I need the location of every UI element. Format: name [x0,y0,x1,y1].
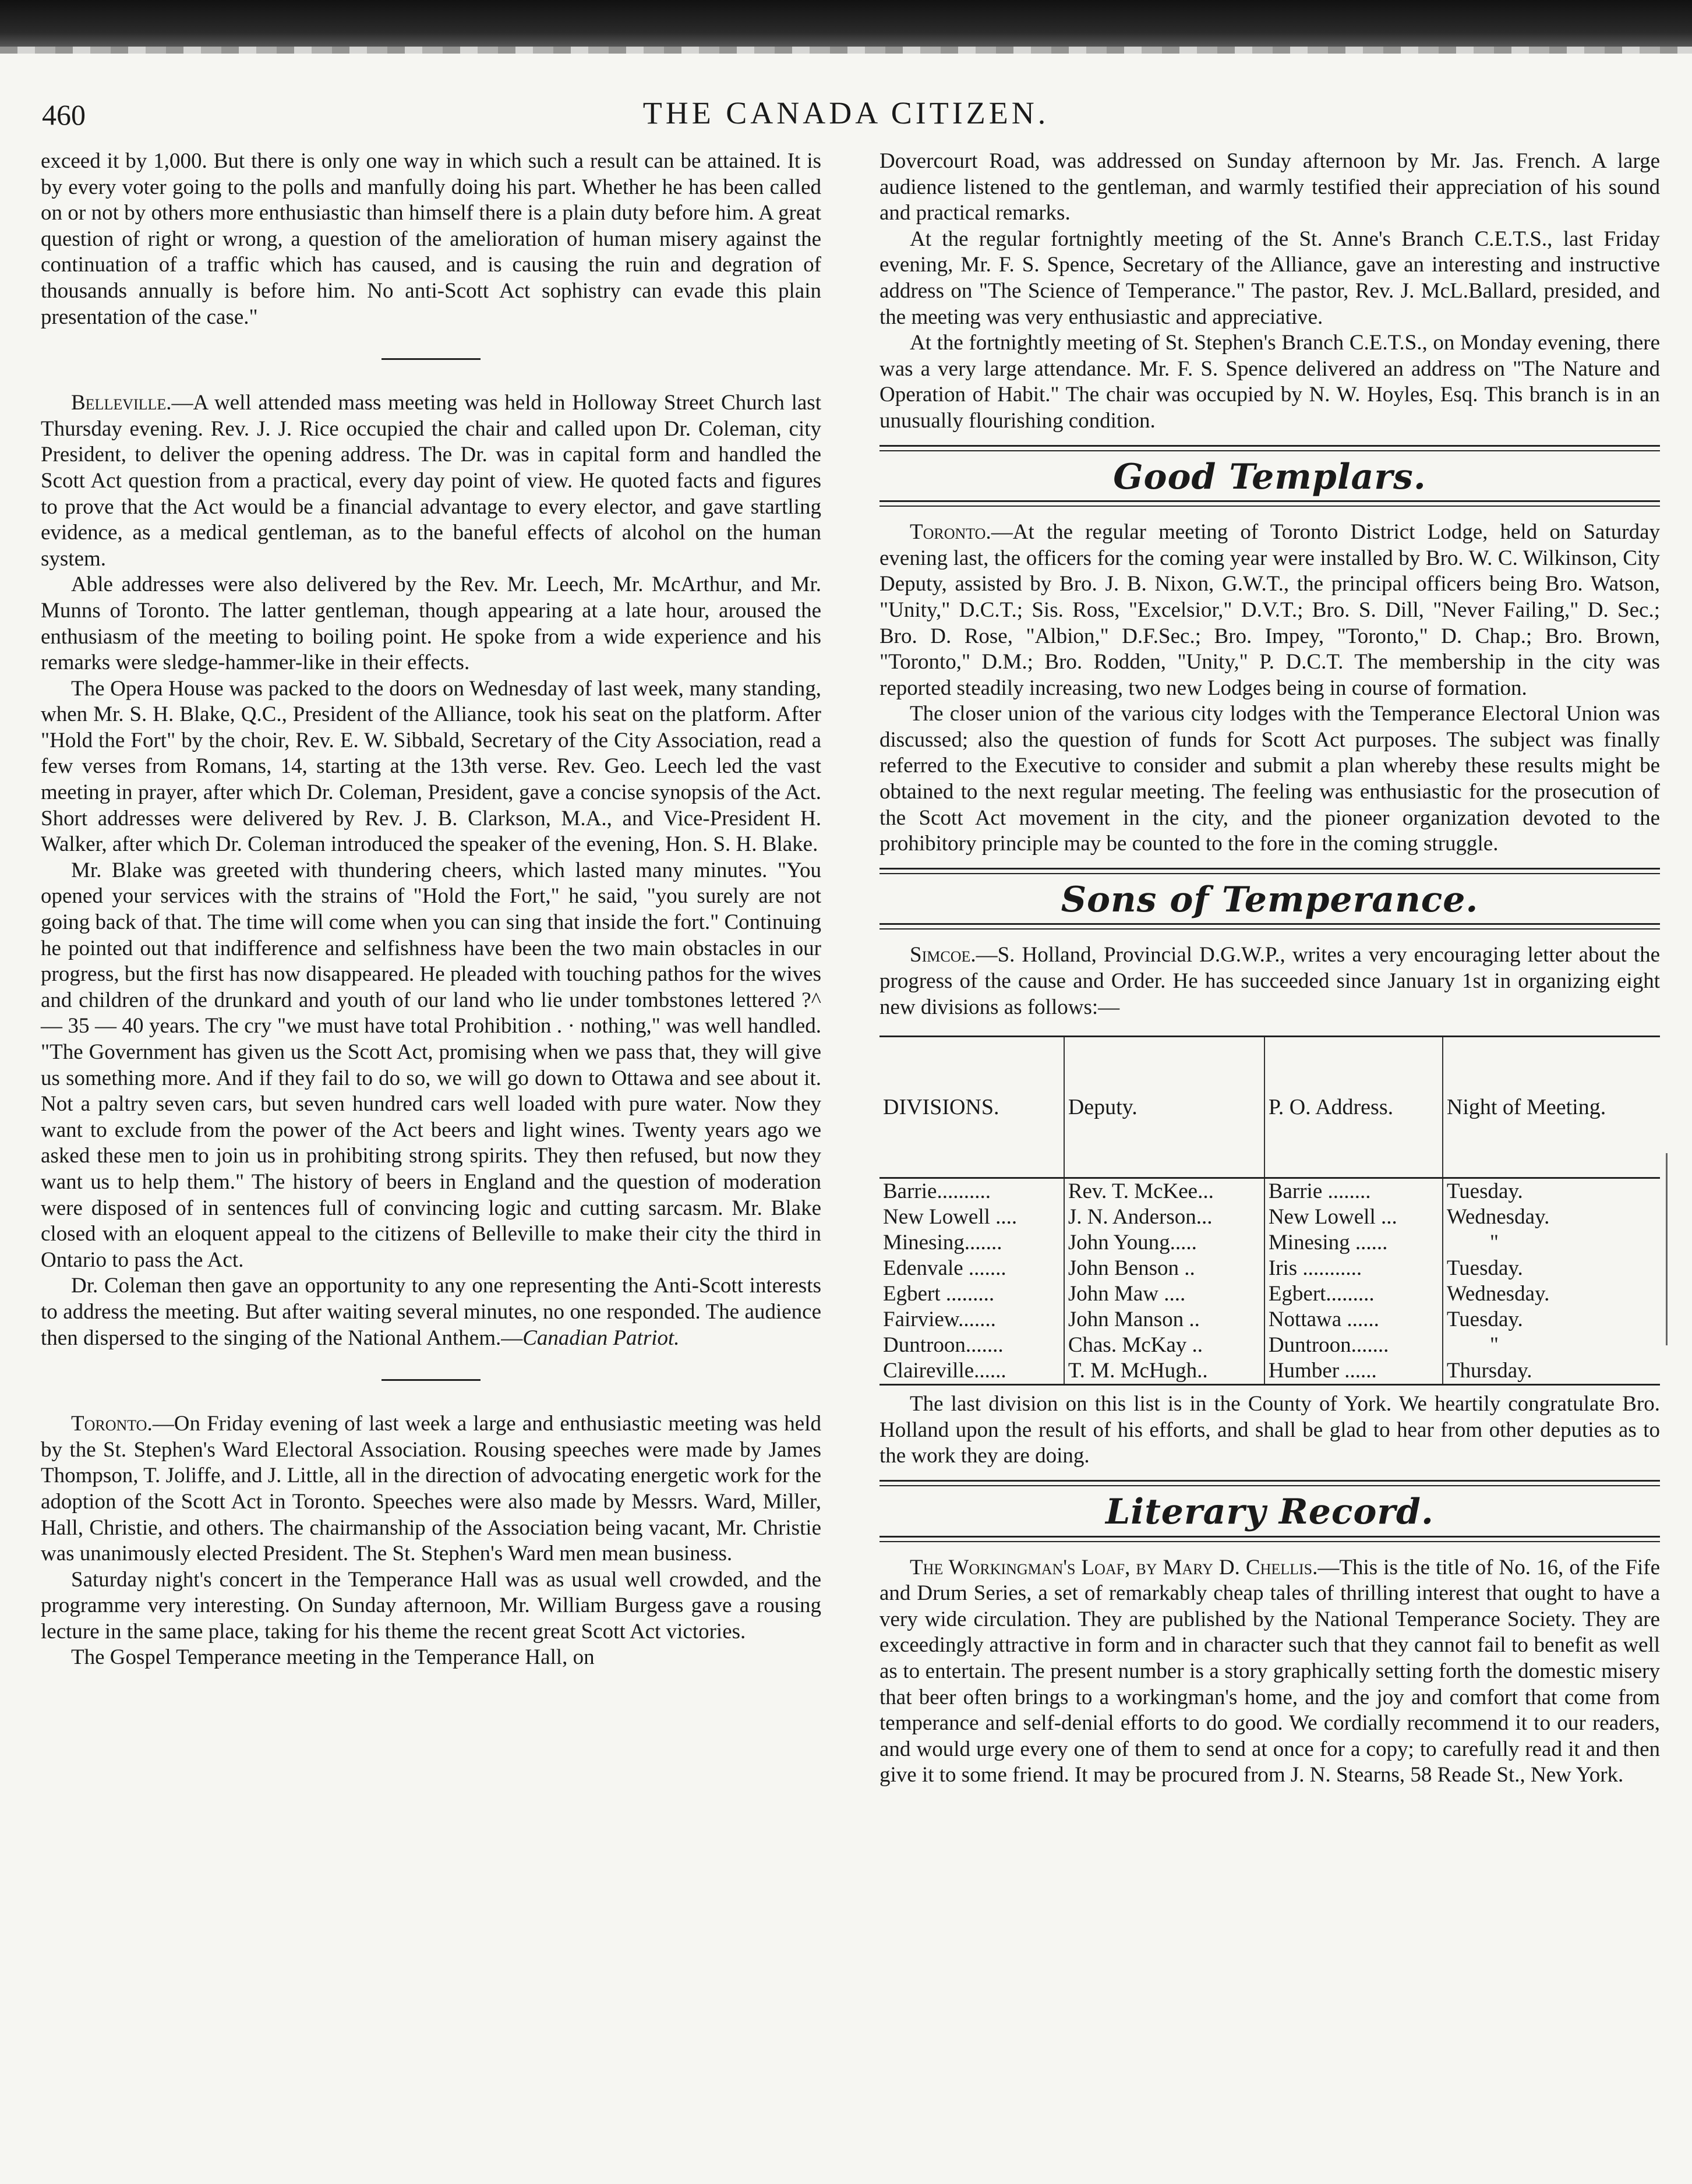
table-row [879,1230,1660,1256]
table-cell: Wednesday. [1443,1281,1660,1307]
paragraph [41,1273,821,1351]
table-cell: New Lowell .... [883,1205,1018,1229]
paragraph [41,390,821,572]
paragraph-text: Dr. Coleman then gave an opportunity to any one representing the Anti-Scott interests to address the meeting. But after waiting several minutes, no one responded. The audience then dispersed to the singing of the National Anthem.— [41,1274,821,1350]
table-row [879,1307,1660,1333]
table-cell: John Manson .. [1064,1307,1264,1333]
table-cell: John Young..... [1064,1230,1264,1256]
table-cell: Humber ...... [1264,1358,1443,1385]
paragraph: The closer union of the various city lodges with the Temperance Electoral Union was discussed; also the question of funds for Scott Act purposes. The subject was finally referred to the Executive to consider and submit a plan whereby these results might be obtained to the next regular meeting. The feeling was enthusiastic for the prosecution of the Scott Act movement in the city, and the pioneer organization devoted to the prohibitory principle may be counted to the fore in the coming struggle. [879,702,1660,856]
table-cell: T. M. McHugh.. [1064,1358,1264,1385]
section-divider [382,1379,481,1381]
table-cell: Chas. McKay .. [1064,1333,1264,1358]
paragraph [879,520,1660,701]
section-rule [879,1480,1660,1486]
paragraph-text: —A well attended mass meeting was held in Holloway Street Church last Thursday evening. Rev. J. J. Rice occupied the chair and called upon Dr. Coleman, city President, to deliver the opening address. The Dr. was in capital form and handled the Scott Act question from a practical, every day point of view. He quoted facts and figures to prove that the Act would be a financial advantage to every elector, and gave startling evidence, as a medical gentleman, as to the baneful effects of alcohol on the human system. [41,391,821,571]
table-cell: John Benson .. [1064,1256,1264,1281]
table-cell: Duntroon....... [883,1333,1004,1358]
right-column [879,149,1660,1789]
place-name: Belleville. [71,391,172,415]
table-cell: Edenvale ....... [883,1256,1006,1281]
section-heading-literary-record: Literary Record. [1105,1492,1434,1532]
scan-top-border [0,0,1692,47]
table-row [879,1333,1660,1358]
paragraph-text: —S. Holland, Provincial D.G.W.P., writes a very encouraging letter about the progress of the cause and Order. He has succeeded since January 1st in organizing eight new divisions as follows:— [879,943,1660,1019]
table-cell: Iris ........... [1264,1256,1443,1281]
table-cell: Duntroon....... [1264,1333,1443,1358]
paragraph: The last division on this list is in the County of York. We heartily congratulate Bro. Holland upon the result of his efforts, and shall be glad to hear from other deputies as to the work they are doing. [879,1392,1660,1468]
table-cell: New Lowell ... [1264,1204,1443,1230]
page-number: 460 [42,98,86,131]
source-credit: Canadian Patriot. [522,1326,680,1350]
table-cell: Barrie.......... [883,1179,991,1204]
paragraph: The Opera House was packed to the doors on Wednesday of last week, many standing, when Mr. S. H. Blake, Q.C., President of the Alliance, took his seat on the platform. After "Hold the Fort" by the choir, Rev. E. W. Sibbald, Secretary of the City Association, read a few verses from Romans, 14, starting at the 13th verse. Rev. Geo. Leech led the vast meeting in prayer, after which Dr. Coleman, President, gave a concise synopsis of the Act. Short addresses were delivered by Rev. J. B. Clarkson, M.A., and Vice-President H. Walker, after which Dr. Coleman introduced the speaker of the evening, Hon. S. H. Blake. [41,676,821,857]
paragraph: Dovercourt Road, was addressed on Sunday afternoon by Mr. Jas. French. A large audience listened to the gentleman, and warmly testified their appreciation of his sound and practical remarks. [879,149,1660,225]
table-header-row [879,1037,1660,1178]
table-cell: " [1443,1333,1660,1358]
table-cell: Barrie ........ [1264,1178,1443,1205]
section-heading-good-templars: Good Templars. [1113,456,1426,497]
table-cell: Wednesday. [1443,1204,1660,1230]
table-cell: Rev. T. McKee... [1064,1178,1264,1205]
table-cell: Minesing....... [883,1231,1002,1255]
table-row [879,1281,1660,1307]
table-cell: John Maw .... [1064,1281,1264,1307]
scan-edge-noise [0,47,1692,54]
section-rule [879,1536,1660,1542]
table-cell: Nottawa ...... [1264,1307,1443,1333]
section-rule [879,923,1660,930]
table-cell: Fairview....... [883,1307,996,1332]
table-cell: Tuesday. [1443,1256,1660,1281]
paragraph: The Gospel Temperance meeting in the Temperance Hall, on [71,1645,595,1670]
table-row [879,1178,1660,1205]
paragraph [41,1411,821,1567]
table-cell: Claireville...... [883,1359,1006,1383]
table-cell: Minesing ...... [1264,1230,1443,1256]
paragraph: Mr. Blake was greeted with thundering cheers, which lasted many minutes. "You opened your services with the strains of "Hold the Fort," he said, "you surely are not going back of that. The time will come when you can sing that inside the fort." Continuing he pointed out that indifference and selfishness have been the two main obstacles in our progress, but the first has now disappeared. He pleaded with touching pathos for the wives and children of the drunkard and youth of our land who lie under tombstones lettered ?^ — 35 — 40 years. The cry "we must have total Prohibition . · nothing," was well handled. "The Government has given us the Scott Act, promising when we pass that, they will give us something more. And if they fail to do so, we will go down to Ottawa and see about it. Not a paltry seven cars, but seven hundred cars well loaded with pure water. Now they want to exclude from the power of the Act beers and light wines. Twenty years ago we asked these men to join us in prohibiting strong spirits. They then refused, but now they want us to help them." The history of beers in England and the question of moderation were disposed of in sentences full of convincing logic and cutting sarcasm. Mr. Blake closed with an eloquent appeal to the citizens of Belleville to make their city the third in Ontario to pass the Act. [41,858,822,1272]
section-divider [382,358,481,360]
section-heading-sons-of-temperance: Sons of Temperance. [1061,879,1479,920]
left-column [41,149,821,1671]
table-cell: Tuesday. [1443,1178,1660,1205]
paragraph-text: —This is the title of No. 16, of the Fife and Drum Series, a set of remarkably cheap tales of thrilling interest that ought to have a very wide circulation. They are published by the National Temperance Society. They are exceedingly attractive in form and in character such that they cannot fail to benefit as well as to entertain. The present number is a story graphically setting forth the domestic misery that beer often brings to a workingman's home, and the joy and comfort that come from temperance and self-denial efforts to do good. We cordially recommend it to our readers, and would urge every one of them to send at once for a copy; to carefully read it and then give it to some friend. It may be procured from J. N. Stearns, 58 Reade St., New York. [879,1555,1660,1787]
running-head: THE CANADA CITIZEN. [642,96,1050,130]
table-cell: Tuesday. [1443,1307,1660,1333]
paragraph-text: —On Friday evening of last week a large and enthusiastic meeting was held by the St. Stephen's Ward Electoral Association. Rousing speeches were made by James Thompson, T. Joliffe, and J. Little, all in the direction of advocating energetic work for the adoption of the Scott Act in Toronto. Speeches were also made by Messrs. Ward, Miller, Hall, Christie, and others. The chairmanship of the Association being vacant, Mr. Christie was unanimously elected President. The St. Stephen's Ward men mean business. [41,1412,821,1566]
table-row [879,1256,1660,1281]
divisions-table [879,1036,1660,1386]
paragraph: exceed it by 1,000. But there is only one way in which such a result can be attained. It is by every voter going to the polls and manfully doing his part. Whether he has been called on or not by others more enthusiastic than himself there is a plain duty before him. A great question of right or wrong, a question of the amelioration of human misery against the continuation of a traffic which has caused, and is causing the ruin and degration of thousands annually is before him. No anti-Scott Act sophistry can evade this plain presentation of the case." [41,149,821,329]
column-header: Night of Meeting. [1443,1037,1660,1178]
table-cell: Thursday. [1443,1358,1660,1385]
scan-margin-mark [1666,1153,1668,1345]
column-header: DIVISIONS. [883,1095,999,1120]
column-header: Deputy. [1064,1037,1264,1178]
book-title: The Workingman's Loaf, by Mary D. Chellis. [910,1555,1318,1579]
section-rule [879,445,1660,451]
paragraph: At the regular fortnightly meeting of the St. Anne's Branch C.E.T.S., last Friday evening, Mr. F. S. Spence, Secretary of the Alliance, gave an interesting and instructive address on "The Science of Temperance." The pastor, Rev. J. McL.Ballard, presided, and the meeting was very enthusiastic and appreciative. [879,227,1660,329]
table-cell: J. N. Anderson... [1064,1204,1264,1230]
table-row [879,1358,1660,1385]
table-cell: " [1443,1230,1660,1256]
column-header: P. O. Address. [1264,1037,1443,1178]
paragraph-text: —At the regular meeting of Toronto District Lodge, held on Saturday evening last, the officers for the coming year were installed by Bro. W. C. Wilkinson, City Deputy, assisted by Bro. J. B. Nixon, G.W.T., the principal officers being Bro. Watson, "Unity," D.C.T.; Sis. Ross, "Excelsior," D.V.T.; Bro. S. Dill, "Never Failing," D. Sec.; Bro. D. Rose, "Albion," D.F.Sec.; Bro. Impey, "Toronto," D. Chap.; Bro. Brown, "Toronto," D.M.; Bro. Rodden, "Unity," P. D.C.T. The membership in the city was reported steadily increasing, two new Lodges being in course of formation. [879,520,1660,700]
place-name: Toronto. [71,1412,153,1436]
table-row [879,1204,1660,1230]
place-name: Simcoe. [910,943,976,967]
place-name: Toronto. [910,520,991,545]
paragraph: Saturday night's concert in the Temperance Hall was as usual well crowded, and the programme very interesting. On Sunday afternoon, Mr. William Burgess gave a rousing lecture in the same place, taking for his theme the recent great Scott Act victories. [41,1567,821,1644]
paragraph: Able addresses were also delivered by the Rev. Mr. Leech, Mr. McArthur, and Mr. Munns of Toronto. The latter gentleman, though appearing at a late hour, aroused the enthusiasm of the meeting to boiling point. He spoke from a wide experience and his remarks were sledge-hammer-like in their effects. [41,572,821,675]
paragraph: At the fortnightly meeting of St. Stephen's Branch C.E.T.S., on Monday evening, there was a very large attendance. Mr. F. S. Spence delivered an address on "The Nature and Operation of Habit." The chair was occupied by N. W. Hoyles, Esq. This branch is in an unusually flourishing condition. [879,331,1660,433]
table-cell: Egbert......... [1264,1281,1443,1307]
paragraph [879,942,1660,1020]
table-cell: Egbert ......... [883,1282,995,1306]
section-rule [879,500,1660,507]
section-rule [879,868,1660,874]
paragraph [879,1555,1660,1789]
